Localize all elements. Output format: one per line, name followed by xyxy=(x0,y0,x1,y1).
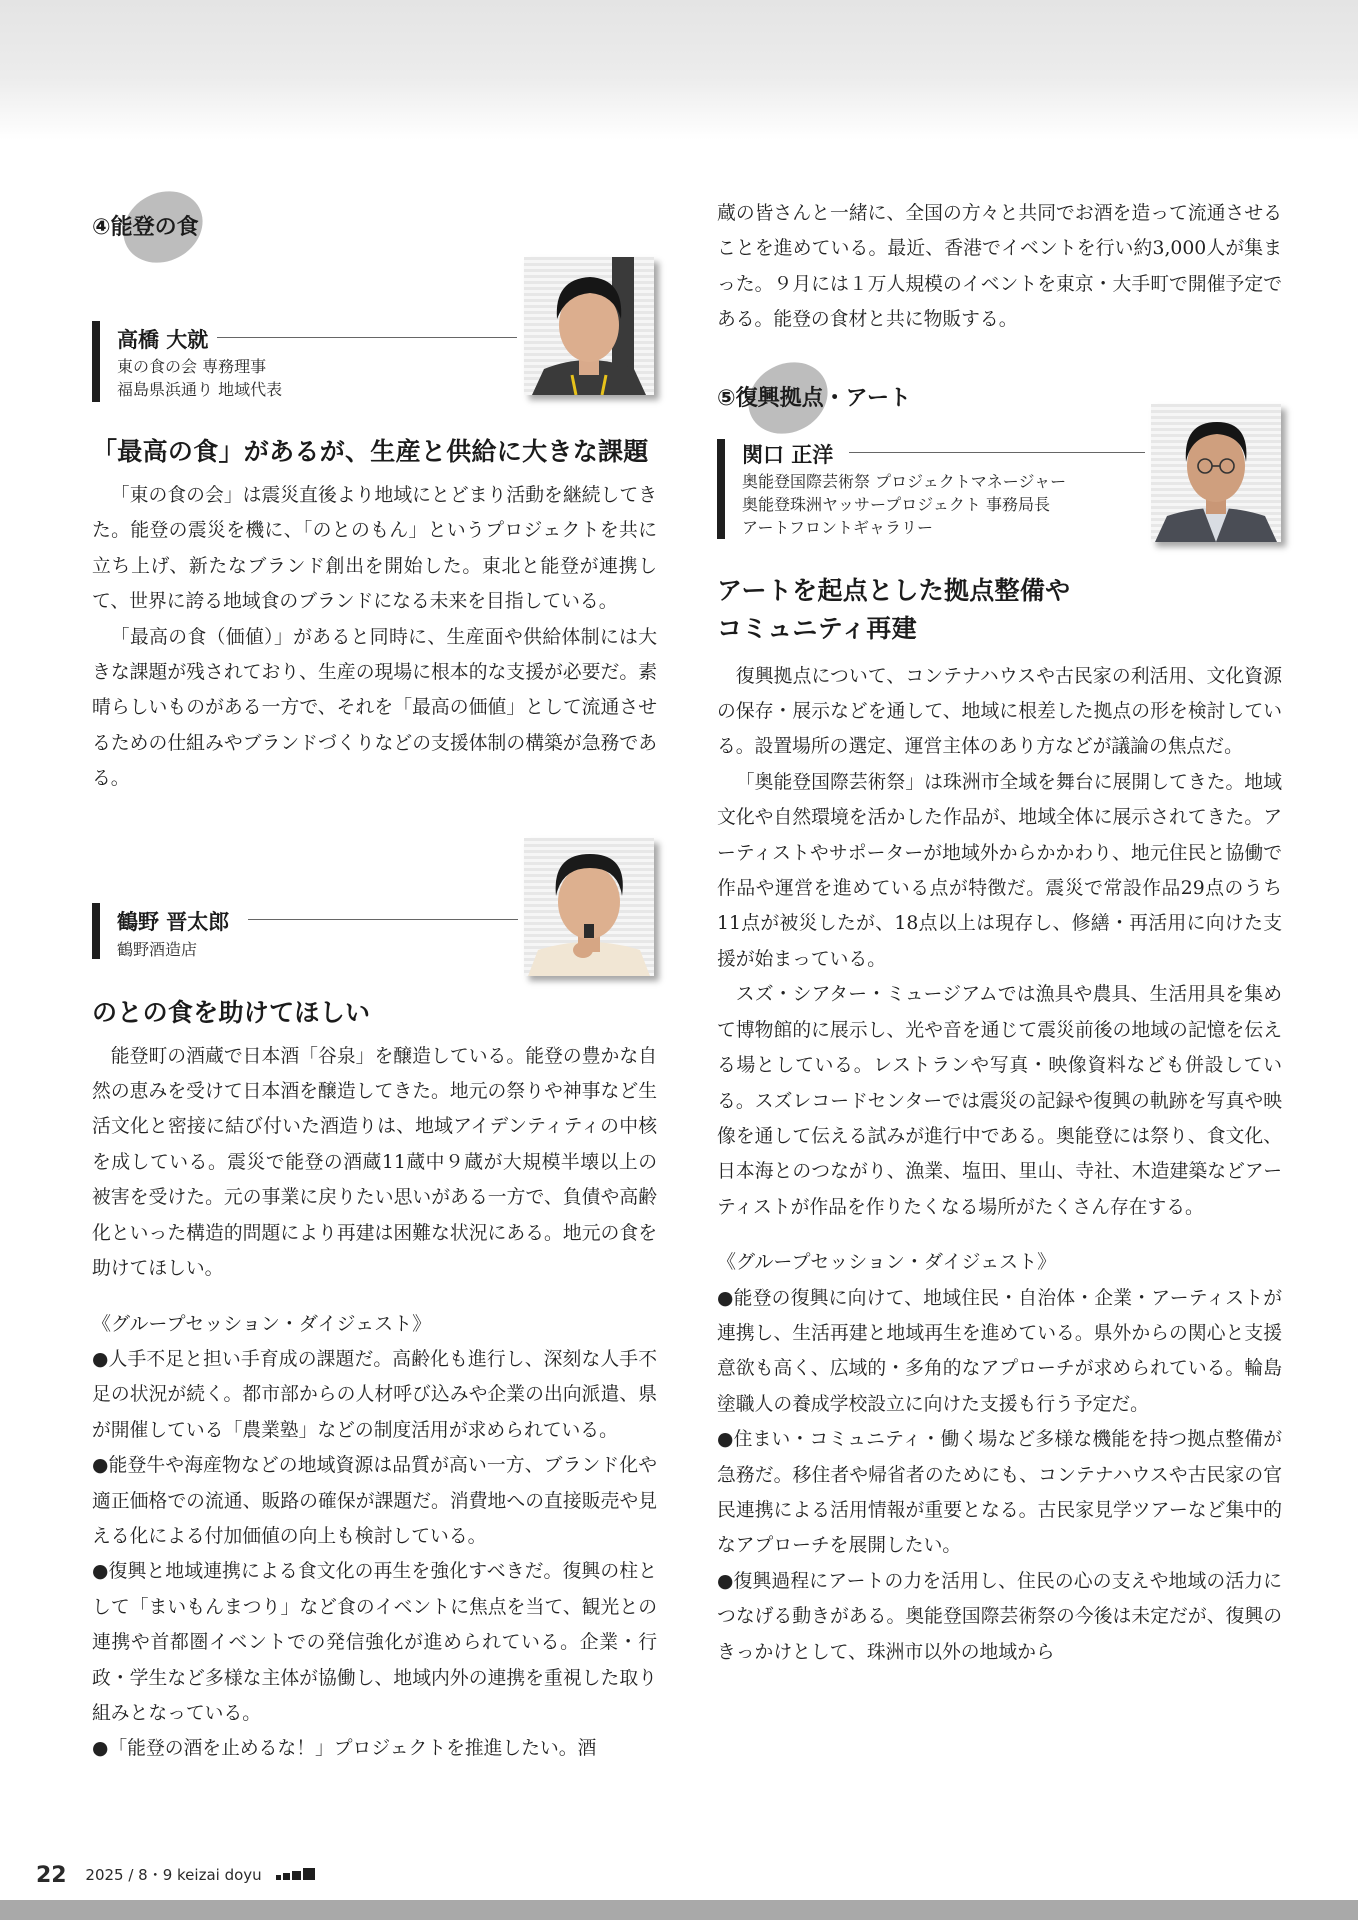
paragraph: 「最高の食（価値）」があると同時に、生産面や供給体制には大きな課題が残されており、生産の現場に根本的な支援が必要だ。素晴らしいものがある一方で、それを「最高の価値」として流通させるための仕組みやブランドづくりなどの支援体制の構築が急務である。 xyxy=(92,626,657,790)
headline-line-2: コミュニティ再建 xyxy=(717,613,917,643)
headline-1: 「最高の食」があるが、生産と供給に大きな課題 xyxy=(92,437,649,466)
speaker-affiliation-2: 福島県浜通り 地域代表 xyxy=(117,380,283,399)
speaker-affiliation-1: 鶴野酒造店 xyxy=(117,939,198,959)
speaker-name: 高橋 大就 xyxy=(117,328,209,352)
digest-item: ●能登牛や海産物などの地域資源は品質が高い一方、ブランド化や適正価格での流通、販路の確保が課題だ。消費地への直接販売や見える化による付加価値の向上も検討している。 xyxy=(92,1455,657,1547)
digest-item: ●住まい・コミュニティ・働く場など多様な機能を持つ拠点整備が急務だ。移住者や帰省者のためにも、コンテナハウスや古民家の官民連携による活用情報が重要となる。古民家見学ツアーなど集中的なアプローチを展開したい。 xyxy=(717,1429,1282,1557)
speaker-rule xyxy=(248,919,518,920)
page-header-band xyxy=(0,0,1358,140)
speaker-tsuruno xyxy=(92,817,657,982)
page-number: 22 xyxy=(36,1863,67,1888)
footer-squares-icon xyxy=(274,1866,315,1884)
speaker-sekiguchi xyxy=(717,422,1282,572)
paragraph: 「東の食の会」は震災直後より地域にとどまり活動を継続してきた。能登の震災を機に、「のとのもん」というプロジェクトを共に立ち上げ、新たなブランド創出を開始した。東北と能登が連携して、世界に誇る地域食のブランドになる未来を目指している。 xyxy=(92,485,657,613)
issue-label: 2025 / 8・9 keizai doyu xyxy=(85,1866,262,1884)
paragraph: 能登町の酒蔵で日本酒「谷泉」を醸造している。能登の豊かな自然の恵みを受けて日本酒を醸造してきた。地元の祭りや神事など生活文化と密接に結び付いた酒造りは、地域アイデンティティの中核を成している。震災で能登の酒蔵11蔵中９蔵が大規模半壊以上の被害を受けた。元の事業に戻りたい思いがある一方で、負債や高齢化といった構造的問題により再建は困難な状況にある。地元の食を助けてほしい。 xyxy=(92,1045,657,1280)
portrait-photo-icon xyxy=(1151,404,1281,542)
continuation-text xyxy=(717,196,1282,338)
left-column xyxy=(92,205,657,1767)
headline xyxy=(717,572,1282,648)
speaker-bar xyxy=(717,439,725,539)
digest-item: ●人手不足と担い手育成の課題だ。高齢化も進行し、深刻な人手不足の状況が続く。都市部からの人材呼び込みや企業の出向派遣、県が開催している「農業塾」などの制度活用が求められている。 xyxy=(92,1348,657,1441)
body-text xyxy=(717,659,1282,1226)
speaker-affiliation-1: 東の食の会 専務理事 xyxy=(117,357,267,376)
speaker-affiliation-3: アートフロントギャラリー xyxy=(742,517,934,537)
digest-title: 《グループセッション・ダイジェスト》 xyxy=(92,1312,432,1335)
speaker-name: 関口 正洋 xyxy=(742,442,834,467)
paragraph: スズ・シアター・ミュージアムでは漁具や農具、生活用具を集めて博物館的に展示し、光や音を通じて震災前後の地域の記憶を伝える場としている。レストランや写真・映像資料なども併設している。スズレコードセンターでは震災の記録や復興の軌跡を写真や映像を通して伝える試みが進行中である。奥能登には祭り、食文化、日本海とのつながり、漁業、塩田、里山、寺社、木造建築などアーティストが作品を作りたくなる場所がたくさん存在する。 xyxy=(717,984,1282,1218)
speaker-bar xyxy=(92,903,100,959)
digest-item: ●能登の復興に向けて、地域住民・自治体・企業・アーティストが連携し、生活再建と地域再生を進めている。県外からの関心と支援意欲も高く、広域的・多角的なアプローチが求められている。輪島塗職人の養成学校設立に向けた支援も行う予定だ。 xyxy=(717,1287,1282,1415)
speaker-name: 鶴野 晋太郎 xyxy=(117,909,230,934)
speaker-affiliation-2: 奥能登珠洲ヤッサープロジェクト 事務局長 xyxy=(742,494,1050,514)
digest-list xyxy=(717,1281,1282,1670)
section-4-heading xyxy=(92,205,657,251)
page-footer xyxy=(36,1863,315,1888)
body-text-2 xyxy=(92,1039,657,1287)
section-title: ④能登の食 xyxy=(92,215,199,240)
section-title: ⑤復興拠点・アート xyxy=(717,385,911,411)
paragraph: 「奥能登国際芸術祭」は珠洲市全域を舞台に展開してきた。地域文化や自然環境を活かした作品が、地域全体に展示されてきた。アーティストやサポーターが地域外からかかわり、地元住民と協働で作品や運営を進めている点が特徴だ。震災で常設作品29点のうち11点が被災したが、18点以上は現存し、修繕・再活用に向けた支援が始まっている。 xyxy=(717,771,1282,970)
right-column xyxy=(717,196,1282,1670)
headline-2: のとの食を助けてほしい xyxy=(92,997,371,1027)
speaker-bar xyxy=(92,321,100,402)
page-bottom-band xyxy=(0,1900,1358,1920)
headline-line-1: アートを起点とした拠点整備や xyxy=(717,575,1071,605)
digest-item: ●復興過程にアートの力を活用し、住民の心の支えや地域の活力につなげる動きがある。奥能登国際芸術祭の今後は未定だが、復興のきっかけとして、珠洲市以外の地域から xyxy=(717,1570,1282,1663)
speaker-rule xyxy=(217,337,517,338)
portrait-photo-with-microphone-icon xyxy=(524,838,654,976)
body-text-1 xyxy=(92,478,657,797)
speaker-rule xyxy=(849,452,1145,453)
paragraph: 復興拠点について、コンテナハウスや古民家の利活用、文化資源の保存・展示などを通して、地域に根差した拠点の形を検討している。設置場所の選定、運営主体のあり方などが議論の焦点だ。 xyxy=(717,665,1282,758)
portrait-photo-icon xyxy=(524,257,654,395)
speaker-takahashi xyxy=(92,251,657,399)
digest-title: 《グループセッション・ダイジェスト》 xyxy=(717,1251,1057,1274)
digest-item: ●復興と地域連携による食文化の再生を強化すべきだ。復興の柱として「まいもんまつり」など食のイベントに焦点を当て、観光との連携や首都圏イベントでの発信強化が進められている。企業・行政・学生など多様な主体が協働し、地域内外の連携を重視した取り組みとなっている。 xyxy=(92,1561,657,1724)
digest-list xyxy=(92,1342,657,1767)
digest-item: ●「能登の酒を止めるな！」プロジェクトを推進したい。酒 xyxy=(92,1738,597,1760)
paragraph: 蔵の皆さんと一緒に、全国の方々と共同でお酒を造って流通させることを進めている。最近、香港でイベントを行い約3,000人が集まった。９月には１万人規模のイベントを東京・大手町で開催予定である。能登の食材と共に物販する。 xyxy=(717,203,1282,331)
speaker-affiliation-1: 奥能登国際芸術祭 プロジェクトマネージャー xyxy=(742,471,1067,491)
